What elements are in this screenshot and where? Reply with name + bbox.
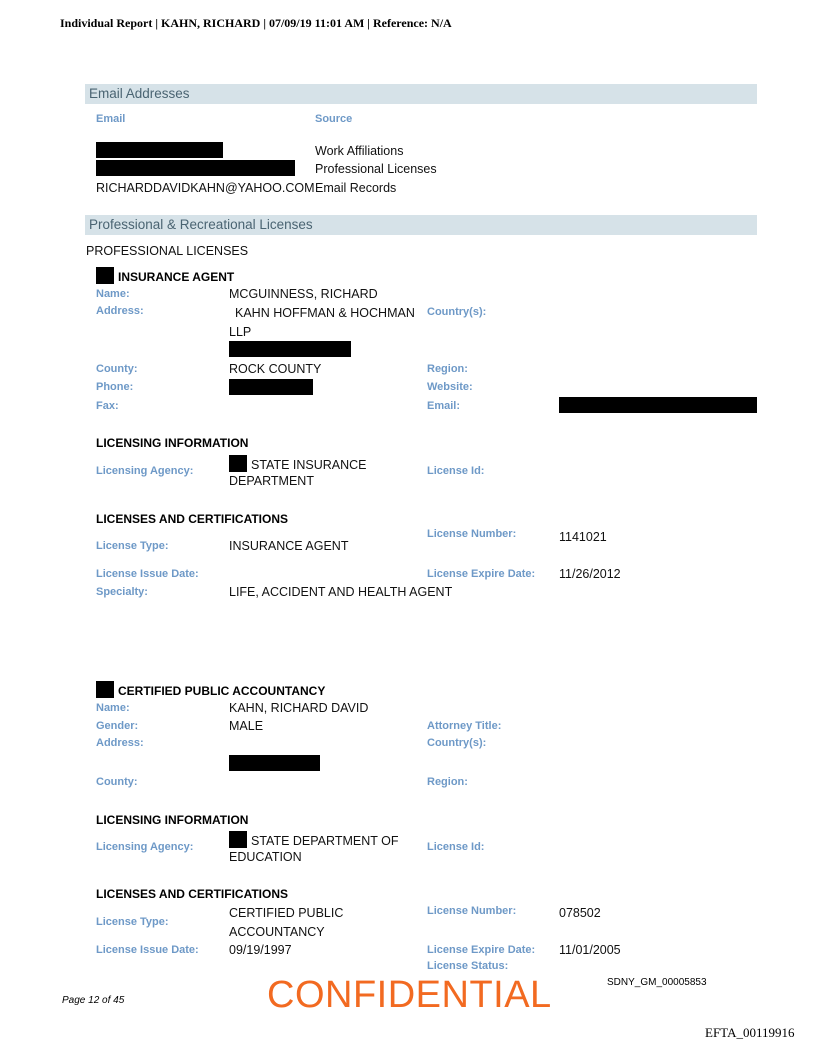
bates-number: SDNY_GM_00005853 [607, 977, 707, 988]
license2-expire-date: 11/01/2005 [559, 943, 621, 957]
license1-agency-line1 [229, 455, 367, 472]
license1-name: MCGUINNESS, RICHARD [229, 287, 378, 301]
label-license-type: License Type: [96, 540, 169, 552]
label-name: Name: [96, 288, 130, 300]
license2-agency-line1 [229, 831, 398, 848]
redacted-mark [96, 681, 114, 698]
label-licensing-agency: Licensing Agency: [96, 841, 194, 853]
label-expire-date: License Expire Date: [427, 568, 536, 580]
redacted-address [229, 755, 320, 771]
license1-specialty: LIFE, ACCIDENT AND HEALTH AGENT [229, 585, 453, 599]
label-county: County: [96, 776, 138, 788]
license2-title [96, 681, 325, 698]
label-county: County: [96, 363, 138, 375]
license1-certs-title: LICENSES AND CERTIFICATIONS [96, 512, 289, 526]
license1-agency-line2: DEPARTMENT [229, 474, 314, 488]
label-website: Website: [427, 381, 473, 393]
label-license-status: License Status: [427, 960, 509, 972]
license1-title [96, 267, 234, 284]
redacted-email-1 [96, 142, 223, 158]
license1-address-line2: LLP [229, 325, 252, 339]
label-gender: Gender: [96, 720, 139, 732]
label-license-id: License Id: [427, 465, 485, 477]
license2-title-text: CERTIFIED PUBLIC ACCOUNTANCY [118, 684, 326, 698]
license2-certs-title: LICENSES AND CERTIFICATIONS [96, 887, 289, 901]
license1-type: INSURANCE AGENT [229, 539, 349, 553]
license2-agency-text: STATE DEPARTMENT OF [251, 834, 399, 848]
confidential-stamp: CONFIDENTIAL [267, 974, 552, 1016]
license2-issue-date: 09/19/1997 [229, 943, 292, 957]
license1-county: ROCK COUNTY [229, 362, 322, 376]
label-issue-date: License Issue Date: [96, 944, 199, 956]
page-number: Page 12 of 45 [62, 995, 125, 1006]
professional-licenses-subheading: PROFESSIONAL LICENSES [86, 244, 249, 258]
redacted-phone [229, 379, 313, 395]
email-column-header: Email [96, 113, 126, 125]
license1-licensing-info-title: LICENSING INFORMATION [96, 436, 249, 450]
label-license-number: License Number: [427, 905, 517, 917]
license1-address-line1: KAHN HOFFMAN & HOCHMAN [235, 306, 415, 320]
license2-gender: MALE [229, 719, 264, 733]
source-column-header: Source [315, 113, 353, 125]
email-source-2: Professional Licenses [315, 162, 437, 176]
licenses-heading: Professional & Recreational Licenses [85, 215, 757, 235]
email-source-3: Email Records [315, 181, 397, 195]
license1-agency-text: STATE INSURANCE [251, 458, 367, 472]
label-country: Country(s): [427, 306, 487, 318]
label-fax: Fax: [96, 400, 119, 412]
label-specialty: Specialty: [96, 586, 148, 598]
label-attorney-title: Attorney Title: [427, 720, 502, 732]
email-source-1: Work Affiliations [315, 144, 404, 158]
label-issue-date: License Issue Date: [96, 568, 199, 580]
label-email: Email: [427, 400, 461, 412]
license1-expire-date: 11/26/2012 [559, 567, 621, 581]
label-country: Country(s): [427, 737, 487, 749]
email-address-3: RICHARDDAVIDKAHN@YAHOO.COM [96, 181, 315, 195]
redacted-mark [229, 831, 247, 848]
label-license-type: License Type: [96, 916, 169, 928]
label-address: Address: [96, 737, 144, 749]
redacted-license-email [559, 397, 757, 413]
license1-title-text: INSURANCE AGENT [118, 270, 235, 284]
efta-number: EFTA_00119916 [705, 1025, 795, 1040]
redacted-email-2 [96, 160, 295, 176]
license2-number: 078502 [559, 906, 601, 920]
label-license-id: License Id: [427, 841, 485, 853]
license2-licensing-info-title: LICENSING INFORMATION [96, 813, 249, 827]
license2-agency-line2: EDUCATION [229, 850, 302, 864]
label-phone: Phone: [96, 381, 134, 393]
label-address: Address: [96, 305, 144, 317]
license2-type-line1: CERTIFIED PUBLIC [229, 906, 344, 920]
label-license-number: License Number: [427, 528, 517, 540]
license1-number: 1141021 [559, 530, 607, 544]
label-name: Name: [96, 702, 130, 714]
redacted-mark [96, 267, 114, 284]
redacted-mark [229, 455, 247, 472]
report-header: Individual Report | KAHN, RICHARD | 07/09/19 11:01 AM | Reference: N/A [60, 16, 452, 30]
label-region: Region: [427, 363, 468, 375]
redacted-address [229, 341, 351, 357]
label-expire-date: License Expire Date: [427, 944, 536, 956]
label-licensing-agency: Licensing Agency: [96, 465, 194, 477]
license2-type-line2: ACCOUNTANCY [229, 925, 325, 939]
license2-name: KAHN, RICHARD DAVID [229, 701, 369, 715]
label-region: Region: [427, 776, 468, 788]
email-addresses-heading: Email Addresses [85, 84, 757, 104]
